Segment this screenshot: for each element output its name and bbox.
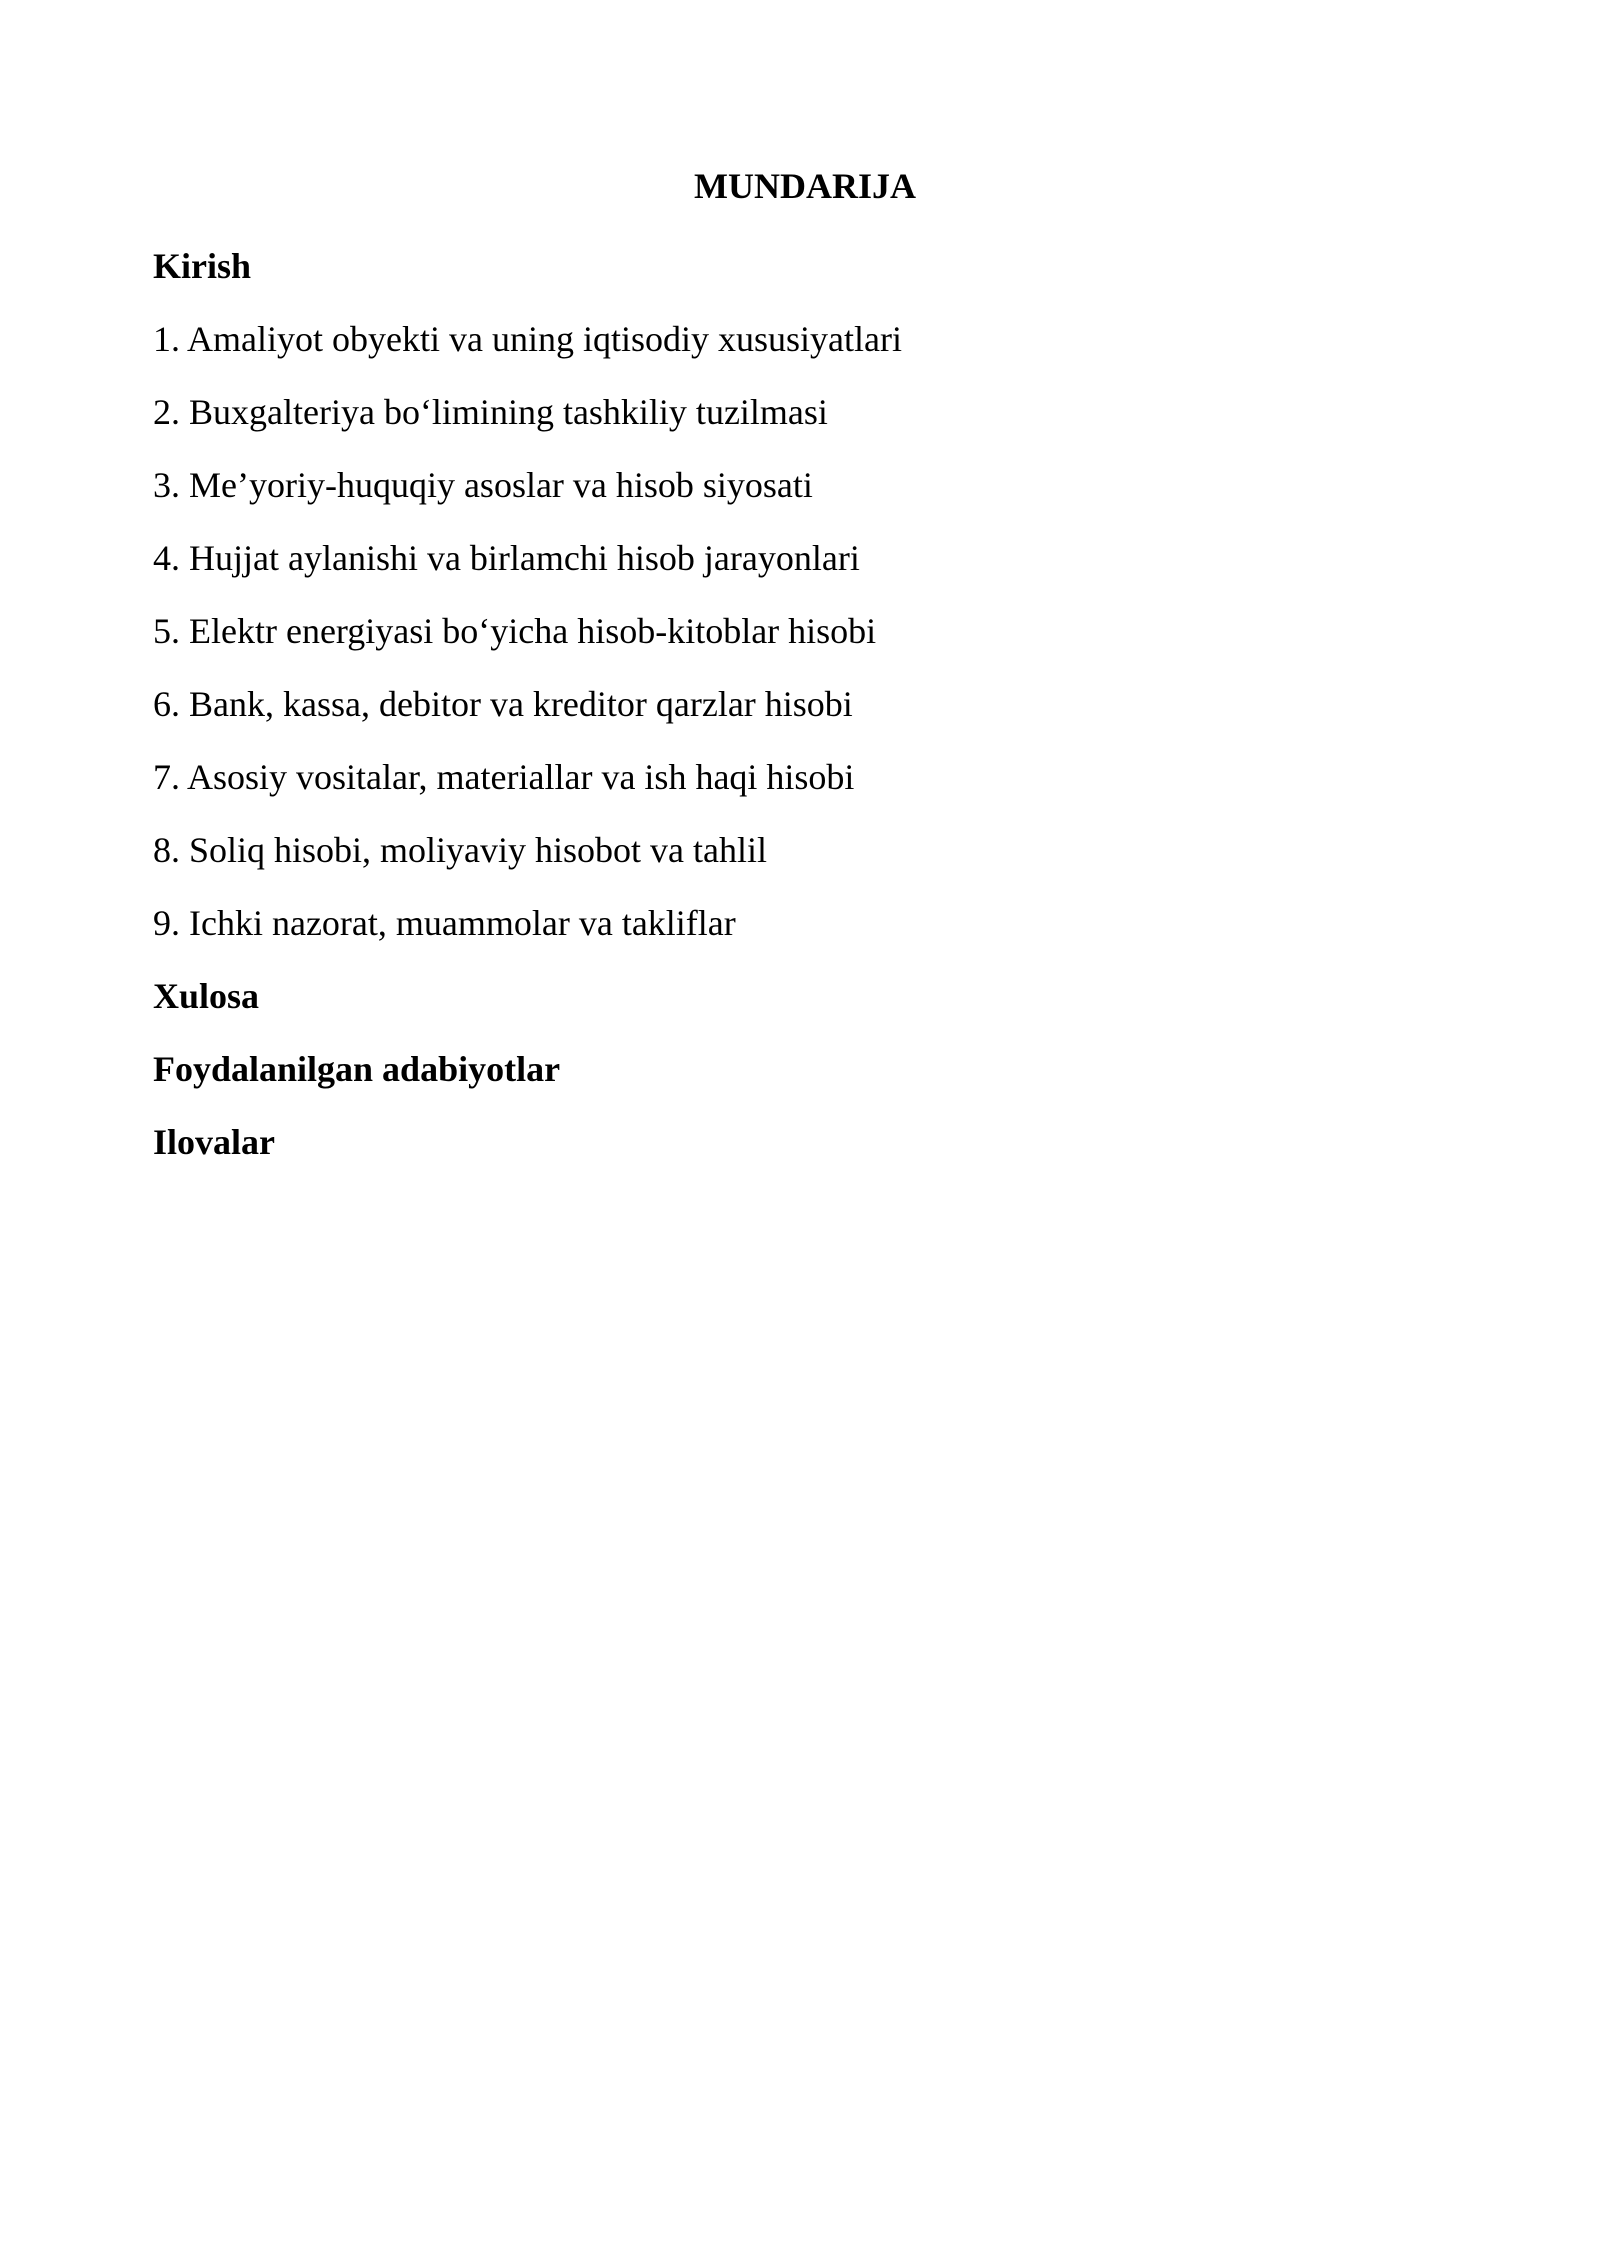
toc-entry: 7. Asosiy vositalar, materiallar va ish haqi hisobi xyxy=(153,757,855,797)
toc-entry: Foydalanilgan adabiyotlar xyxy=(153,1049,561,1089)
toc-entry: Ilovalar xyxy=(153,1122,275,1162)
toc-entry: Kirish xyxy=(153,246,252,286)
toc-entry: 3. Me’yoriy-huquqiy asoslar va hisob siyosati xyxy=(153,465,813,505)
toc-entry: 6. Bank, kassa, debitor va kreditor qarzlar hisobi xyxy=(153,684,853,724)
toc-entry: 1. Amaliyot obyekti va uning iqtisodiy xususiyatlari xyxy=(153,319,902,359)
toc-entry: 8. Soliq hisobi, moliyaviy hisobot va tahlil xyxy=(153,830,768,870)
toc-entry: 5. Elektr energiyasi bo‘yicha hisob-kitoblar hisobi xyxy=(153,611,877,651)
toc-entry: 9. Ichki nazorat, muammolar va takliflar xyxy=(153,903,736,943)
toc-entry: 4. Hujjat aylanishi va birlamchi hisob jarayonlari xyxy=(153,538,860,578)
table-of-contents xyxy=(153,242,1453,1191)
page-title: MUNDARIJA xyxy=(694,166,916,206)
toc-entry: 2. Buxgalteriya bo‘limining tashkiliy tuzilmasi xyxy=(153,392,828,432)
toc-entry: Xulosa xyxy=(153,976,260,1016)
